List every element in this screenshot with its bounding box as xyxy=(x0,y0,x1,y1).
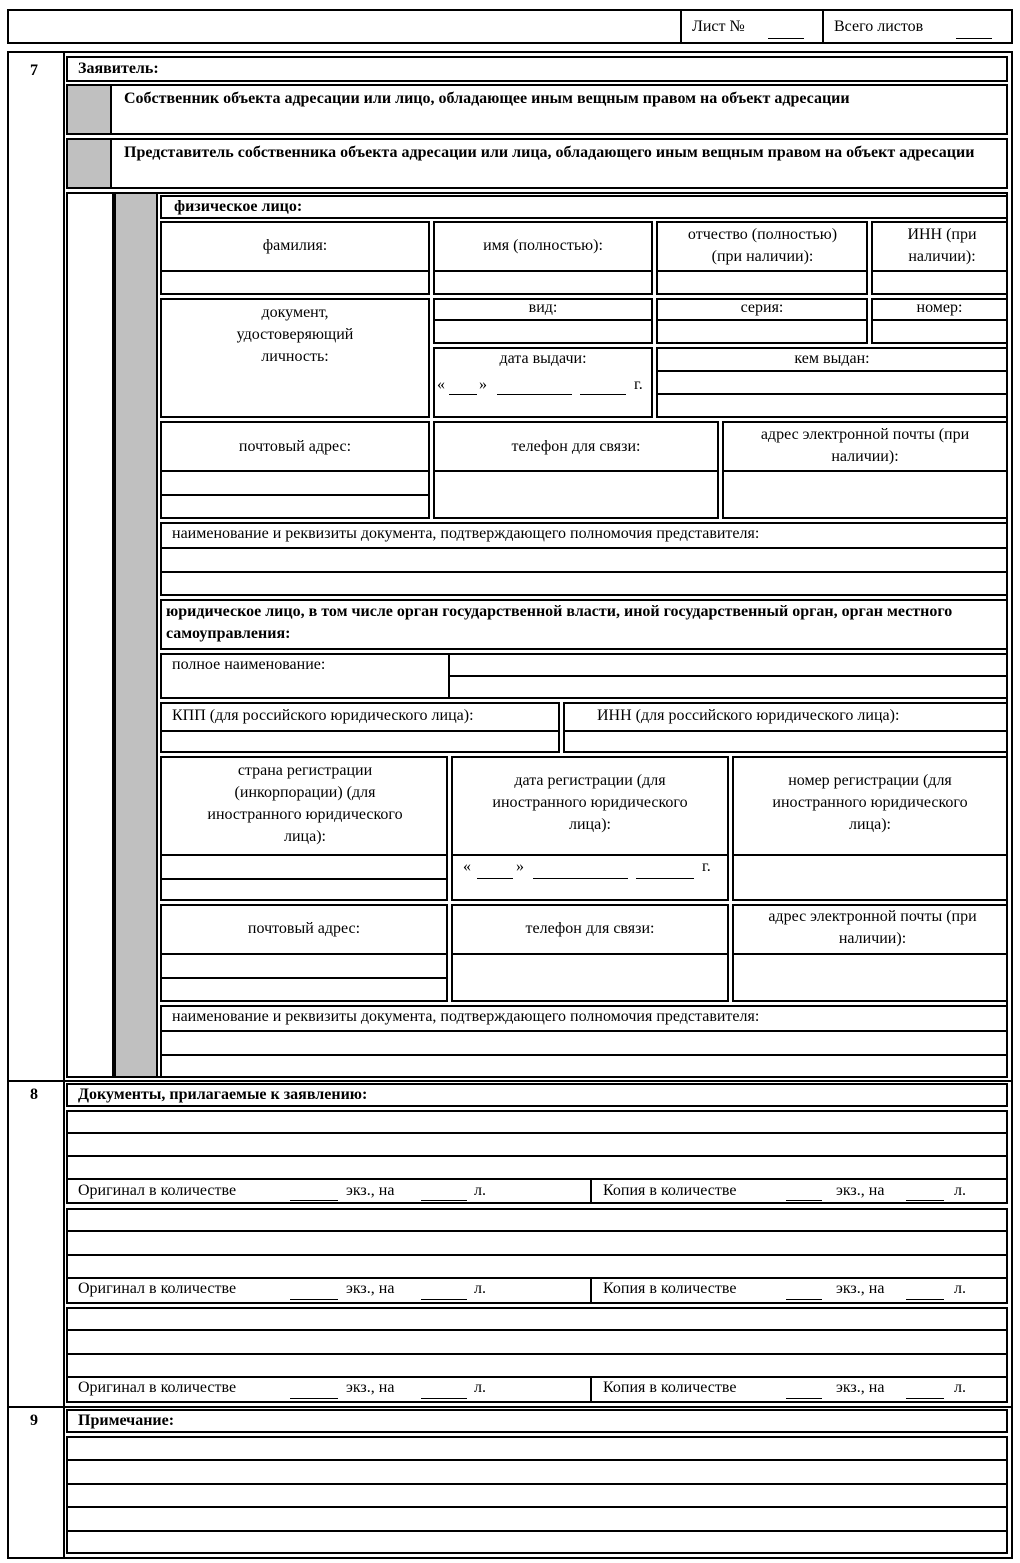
original-count-field[interactable] xyxy=(290,1299,338,1300)
section7-number: 7 xyxy=(30,62,38,79)
legal-full-name-label: полное наименование: xyxy=(172,656,326,673)
reg-year-field[interactable] xyxy=(636,878,694,879)
original-copies-label: экз., на xyxy=(346,1182,395,1199)
doc-type-label: вид: xyxy=(528,299,558,316)
issued-by-label: кем выдан: xyxy=(794,350,870,367)
sheet-number-field[interactable] xyxy=(768,38,804,39)
representative-checkbox[interactable] xyxy=(66,138,112,189)
issue-day-field[interactable] xyxy=(449,394,477,395)
copy-sheets-field[interactable] xyxy=(906,1299,944,1300)
copy-copies-label: экз., на xyxy=(836,1379,885,1396)
reg-month-field[interactable] xyxy=(533,878,628,879)
patronymic-label: отчество (полностью) (при наличии): xyxy=(687,226,838,265)
surname-label: фамилия: xyxy=(262,237,328,254)
copy-count-label: Копия в количестве xyxy=(603,1182,737,1199)
reg-country-label: страна регистрации (инкорпорации) (для иностранного юридического лица): xyxy=(207,762,403,845)
individual-postal-label: почтовый адрес: xyxy=(238,438,352,455)
copy-count-field[interactable] xyxy=(786,1398,822,1399)
original-copies-label: экз., на xyxy=(346,1379,395,1396)
original-sheets-field[interactable] xyxy=(421,1299,467,1300)
copy-count-label: Копия в количестве xyxy=(603,1280,737,1297)
doc-series-label: серия: xyxy=(740,299,784,316)
section9-number: 9 xyxy=(30,1412,38,1429)
option-owner-label: Собственник объекта адресации или лицо, обладающее иным вещным правом на объект адресации xyxy=(124,90,850,107)
total-sheets-field[interactable] xyxy=(956,38,992,39)
individual-email-label: адрес электронной почты (при наличии): xyxy=(760,426,970,465)
quote-close: » xyxy=(479,376,487,393)
reg-quote-open: « xyxy=(463,858,471,875)
copy-copies-label: экз., на xyxy=(836,1280,885,1297)
original-count-field[interactable] xyxy=(290,1398,338,1399)
copy-count-field[interactable] xyxy=(786,1299,822,1300)
id-document-label: документ, удостоверяющий личность: xyxy=(236,304,354,365)
individual-authority-label: наименование и реквизиты документа, подтверждающего полномочия представителя: xyxy=(172,525,760,542)
owner-checkbox[interactable] xyxy=(66,84,112,135)
copy-sheets-field[interactable] xyxy=(906,1200,944,1201)
original-sheets-field[interactable] xyxy=(421,1398,467,1399)
legal-authority-label: наименование и реквизиты документа, подтверждающего полномочия представителя: xyxy=(172,1008,760,1025)
option-representative-label: Представитель собственника объекта адресации или лица, обладающего иным вещным правом на объект адресации xyxy=(124,144,975,161)
copy-sheets-label: л. xyxy=(954,1280,966,1297)
copy-count-field[interactable] xyxy=(786,1200,822,1201)
first-name-label: имя (полностью): xyxy=(483,237,603,254)
original-sheets-label: л. xyxy=(474,1379,486,1396)
original-count-label: Оригинал в количестве xyxy=(78,1182,237,1199)
individual-inn-label: ИНН (при наличии): xyxy=(907,226,977,265)
copy-sheets-label: л. xyxy=(954,1379,966,1396)
original-copies-label: экз., на xyxy=(346,1280,395,1297)
copy-sheets-label: л. xyxy=(954,1182,966,1199)
section8-number: 8 xyxy=(30,1086,38,1103)
sheet-number-label: Лист № xyxy=(692,18,745,35)
reg-quote-close: » xyxy=(516,858,524,875)
doc-number-label: номер: xyxy=(916,299,963,316)
original-count-label: Оригинал в количестве xyxy=(78,1379,237,1396)
copy-sheets-field[interactable] xyxy=(906,1398,944,1399)
individual-legal-choice-bar xyxy=(114,192,158,1078)
quote-open: « xyxy=(437,376,445,393)
issue-year-field[interactable] xyxy=(580,394,626,395)
total-sheets-label: Всего листов xyxy=(834,18,924,35)
issue-date-label: дата выдачи: xyxy=(499,350,587,367)
reg-day-field[interactable] xyxy=(477,878,513,879)
year-suffix: г. xyxy=(634,376,643,393)
individual-phone-label: телефон для связи: xyxy=(511,438,641,455)
notes-lines[interactable] xyxy=(66,1436,1008,1554)
section8-title: Документы, прилагаемые к заявлению: xyxy=(78,1086,368,1103)
reg-number-label: номер регистрации (для иностранного юридического лица): xyxy=(772,772,968,833)
reg-year-suffix: г. xyxy=(702,858,711,875)
original-sheets-label: л. xyxy=(474,1280,486,1297)
reg-date-label: дата регистрации (для иностранного юридического лица): xyxy=(492,772,688,833)
original-sheets-label: л. xyxy=(474,1182,486,1199)
legal-email-label: адрес электронной почты (при наличии): xyxy=(768,908,977,947)
issue-month-field[interactable] xyxy=(497,394,572,395)
copy-count-label: Копия в количестве xyxy=(603,1379,737,1396)
legal-phone-label: телефон для связи: xyxy=(525,920,655,937)
legal-title: юридическое лицо, в том числе орган государственной власти, иной государственный орган, орган местного самоуправления: xyxy=(166,603,953,642)
original-sheets-field[interactable] xyxy=(421,1200,467,1201)
legal-kpp-label: КПП (для российского юридического лица): xyxy=(172,707,474,724)
section7-title: Заявитель: xyxy=(78,60,159,77)
legal-postal-label: почтовый адрес: xyxy=(247,920,361,937)
individual-title: физическое лицо: xyxy=(174,198,303,215)
original-count-field[interactable] xyxy=(290,1200,338,1201)
section9-title: Примечание: xyxy=(78,1412,175,1429)
original-count-label: Оригинал в количестве xyxy=(78,1280,237,1297)
copy-copies-label: экз., на xyxy=(836,1182,885,1199)
legal-inn-label: ИНН (для российского юридического лица): xyxy=(597,707,900,724)
